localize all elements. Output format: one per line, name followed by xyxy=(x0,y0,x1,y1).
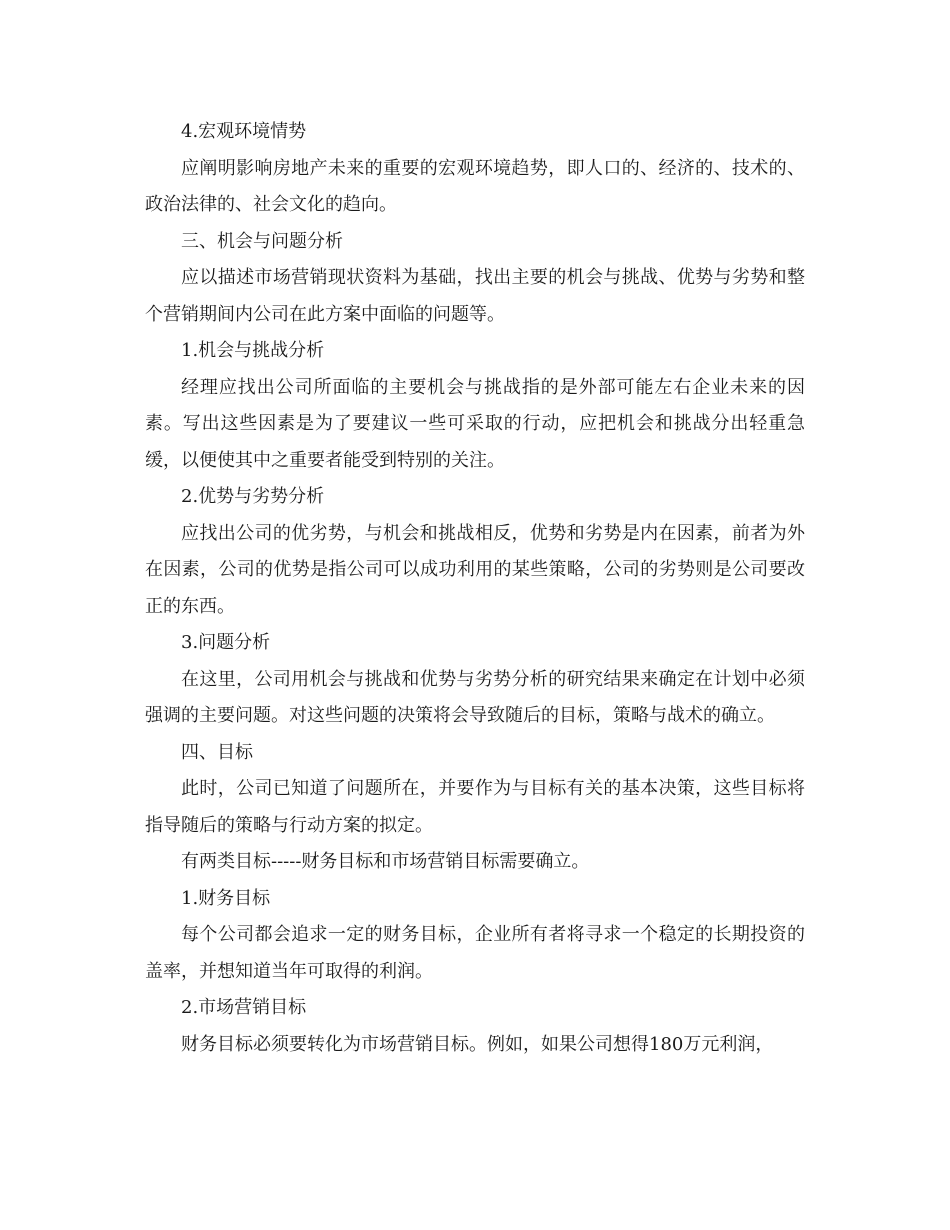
paragraph-problem-analysis: 在这里，公司用机会与挑战和优势与劣势分析的研究结果来确定在计划中必须强调的主要问题。对这些问题的决策将会导致随后的目标，策略与战术的确立。 xyxy=(145,668,805,726)
document-body xyxy=(145,114,805,1063)
section-heading-problem-analysis: 3.问题分析 xyxy=(181,632,271,653)
paragraph-opportunity-problem-analysis: 应以描述市场营销现状资料为基础，找出主要的机会与挑战、优势与劣势和整个营销期间内公司在此方案中面临的问题等。 xyxy=(145,267,805,325)
section-heading-macro-environment: 4.宏观环境情势 xyxy=(181,121,307,142)
paragraph-financial-objectives: 每个公司都会追求一定的财务目标，企业所有者将寻求一个稳定的长期投资的盖率，并想知道当年可取得的利润。 xyxy=(145,924,805,982)
section-heading-opportunity-problem-analysis: 三、机会与问题分析 xyxy=(181,230,343,252)
paragraph-opportunity-challenge: 经理应找出公司所面临的主要机会与挑战指的是外部可能左右企业未来的因素。写出这些因素是为了要建议一些可采取的行动，应把机会和挑战分出轻重急缓，以便使其中之重要者能受到特别的关注。 xyxy=(145,376,805,471)
section-heading-financial-objectives: 1.财务目标 xyxy=(181,887,271,909)
paragraph-objective-types: 有两类目标-----财务目标和市场营销目标需要确立。 xyxy=(181,851,590,872)
paragraph-marketing-objectives: 财务目标必须要转化为市场营销目标。例如，如果公司想得180万元利润， xyxy=(181,1033,774,1055)
paragraph-macro-environment: 应阐明影响房地产未来的重要的宏观环境趋势，即人口的、经济的、技术的、政治法律的、社会文化的趋向。 xyxy=(145,157,805,215)
section-heading-marketing-objectives: 2.市场营销目标 xyxy=(181,997,307,1018)
paragraph-objectives-intro: 此时，公司已知道了问题所在，并要作为与目标有关的基本决策，这些目标将指导随后的策略与行动方案的拟定。 xyxy=(145,778,805,836)
section-heading-opportunity-challenge: 1.机会与挑战分析 xyxy=(181,340,325,361)
section-heading-objectives: 四、目标 xyxy=(181,741,253,763)
section-heading-strength-weakness: 2.优势与劣势分析 xyxy=(181,486,325,507)
paragraph-strength-weakness: 应找出公司的优劣势，与机会和挑战相反，优势和劣势是内在因素，前者为外在因素，公司的优势是指公司可以成功利用的某些策略，公司的劣势则是公司要改正的东西。 xyxy=(145,522,805,617)
